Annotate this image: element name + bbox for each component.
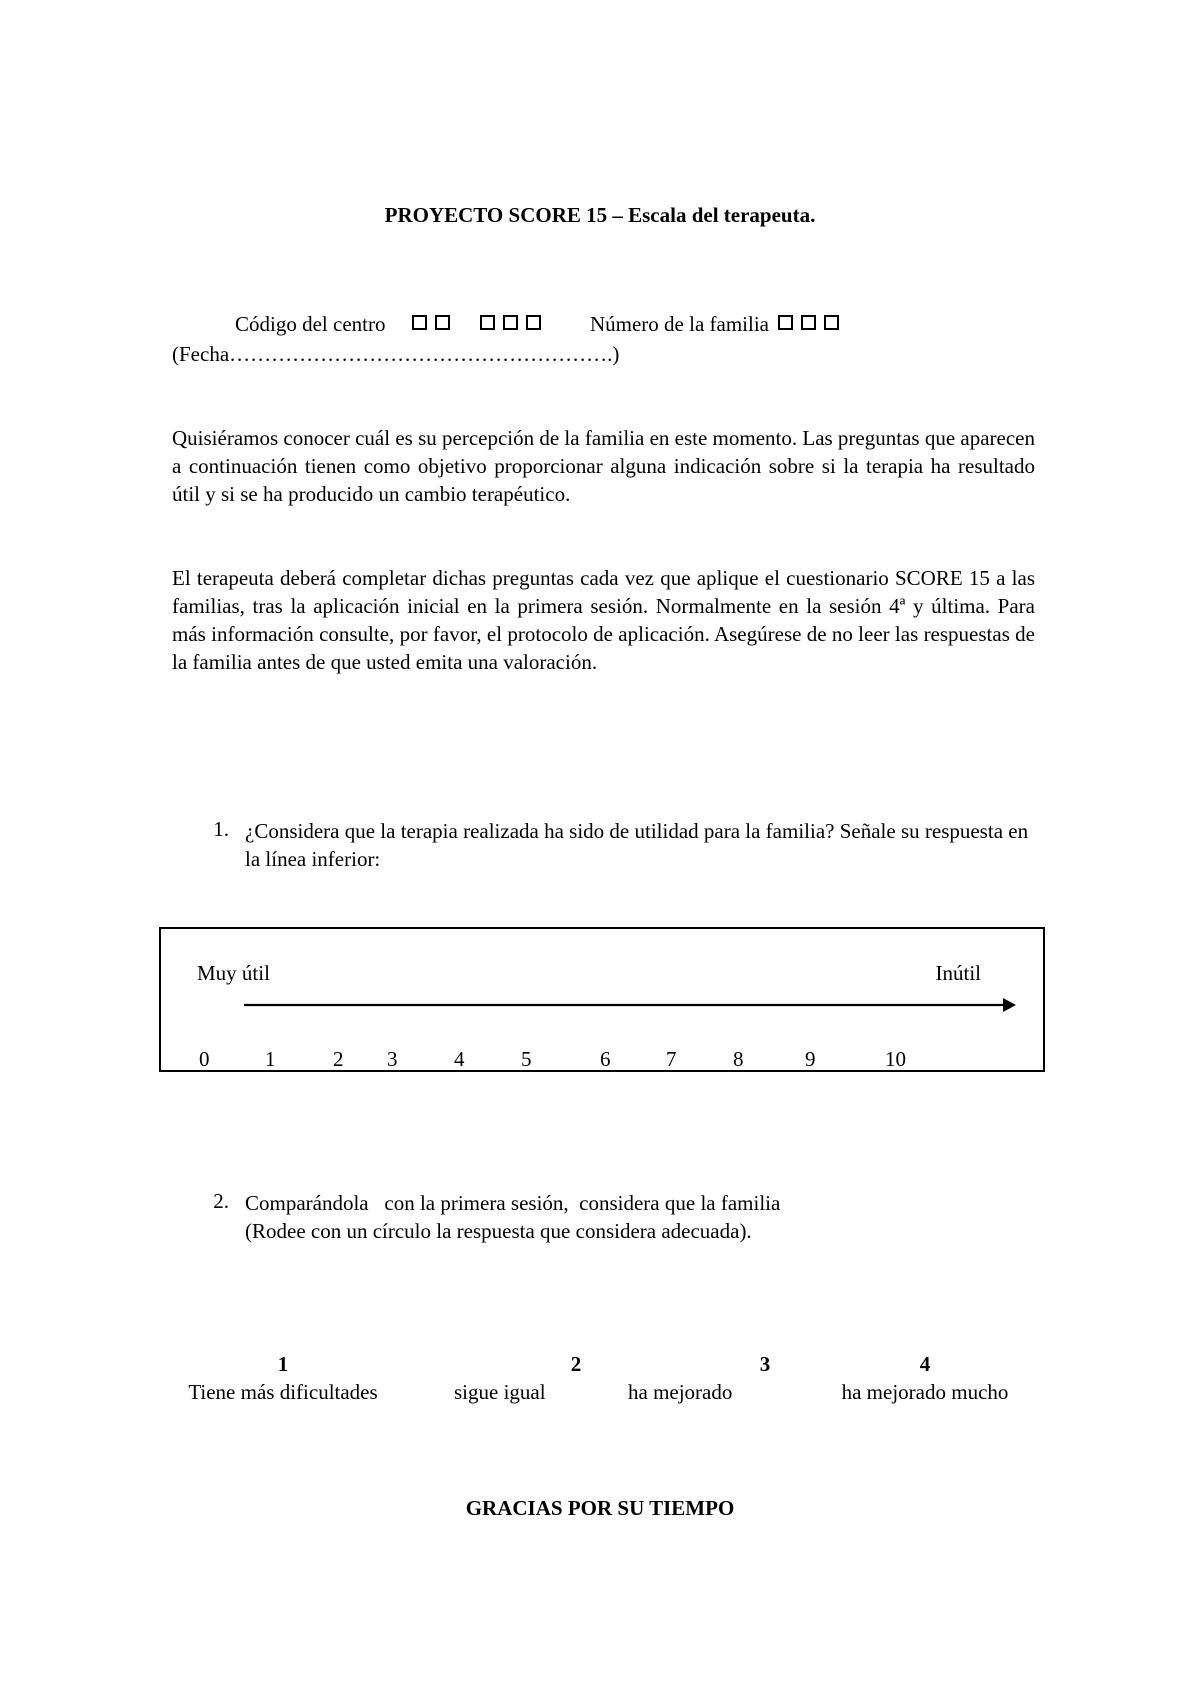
utility-scale [159, 927, 1045, 1072]
codigo-checkbox-5[interactable] [526, 315, 541, 330]
question2-line2: (Rodee con un círculo la respuesta que considera adecuada). [245, 1219, 752, 1243]
scale-tick-8[interactable]: 8 [733, 1047, 744, 1071]
question1-text: ¿Considera que la terapia realizada ha sido de utilidad para la familia? Señale su respuesta en la línea inferior: [245, 819, 1029, 871]
scale-tick-10[interactable]: 10 [885, 1047, 906, 1071]
familia-checkbox-1[interactable] [778, 315, 793, 330]
intro-paragraph: Quisiéramos conocer cuál es su percepción de la familia en este momento. Las preguntas que aparecen a continuación tienen como objetivo proporcionar alguna indicación sobre si la terapia ha resultado útil y si se ha producido un cambio terapéutico. [172, 426, 1035, 506]
scale-tick-9[interactable]: 9 [805, 1047, 816, 1071]
scale-tick-0[interactable]: 0 [199, 1047, 210, 1071]
option-4-label: ha mejorado mucho [841, 1380, 1009, 1404]
scale-left-label: Muy útil [197, 961, 270, 985]
scale-tick-6[interactable]: 6 [600, 1047, 611, 1071]
scale-tick-4[interactable]: 4 [454, 1047, 465, 1071]
codigo-checkbox-1[interactable] [412, 315, 427, 330]
option-2-number: 2 [570, 1352, 582, 1376]
scale-right-label: Inútil [935, 961, 981, 985]
question1-number: 1. [213, 817, 229, 841]
question2-number: 2. [213, 1189, 229, 1213]
scale-tick-5[interactable]: 5 [521, 1047, 532, 1071]
codigo-checkbox-4[interactable] [503, 315, 518, 330]
option-4[interactable] [820, 1350, 1030, 1406]
scale-tick-7[interactable]: 7 [666, 1047, 677, 1071]
option-4-number: 4 [919, 1352, 931, 1376]
option-1-number: 1 [277, 1352, 289, 1376]
scale-tick-2[interactable]: 2 [333, 1047, 344, 1071]
scale-tick-1[interactable]: 1 [265, 1047, 276, 1071]
option-3[interactable] [620, 1350, 800, 1406]
option-2[interactable] [440, 1350, 620, 1406]
scale-tick-3[interactable]: 3 [387, 1047, 398, 1071]
familia-checkbox-2[interactable] [801, 315, 816, 330]
closing-text: GRACIAS POR SU TIEMPO [465, 1496, 735, 1520]
codigo-checkbox-3[interactable] [480, 315, 495, 330]
fecha-field[interactable]: (Fecha……………………………………………….) [172, 342, 620, 366]
option-2-label: sigue igual [454, 1380, 546, 1404]
familia-checkbox-3[interactable] [824, 315, 839, 330]
numero-familia-label: Número de la familia [589, 312, 769, 336]
document-title: PROYECTO SCORE 15 – Escala del terapeuta. [384, 203, 816, 227]
header-fields-row [235, 312, 843, 337]
question2-line1: Comparándola con la primera sesión, considera que la familia [245, 1191, 781, 1215]
codigo-label: Código del centro [235, 312, 386, 336]
option-3-label: ha mejorado [628, 1380, 733, 1404]
instructions-paragraph: El terapeuta deberá completar dichas preguntas cada vez que aplique el cuestionario SCORE 15 a las familias, tras la aplicación inicial en la primera sesión. Normalmente en la sesión 4ª y última. Para más información consulte, por favor, el protocolo de aplicación. Asegúrese de no leer las respuestas de la familia antes de que usted emita una valoración. [172, 566, 1035, 674]
option-1[interactable] [170, 1350, 396, 1406]
codigo-checkbox-2[interactable] [435, 315, 450, 330]
option-1-label: Tiene más dificultades [188, 1380, 378, 1404]
option-3-number: 3 [759, 1352, 771, 1376]
